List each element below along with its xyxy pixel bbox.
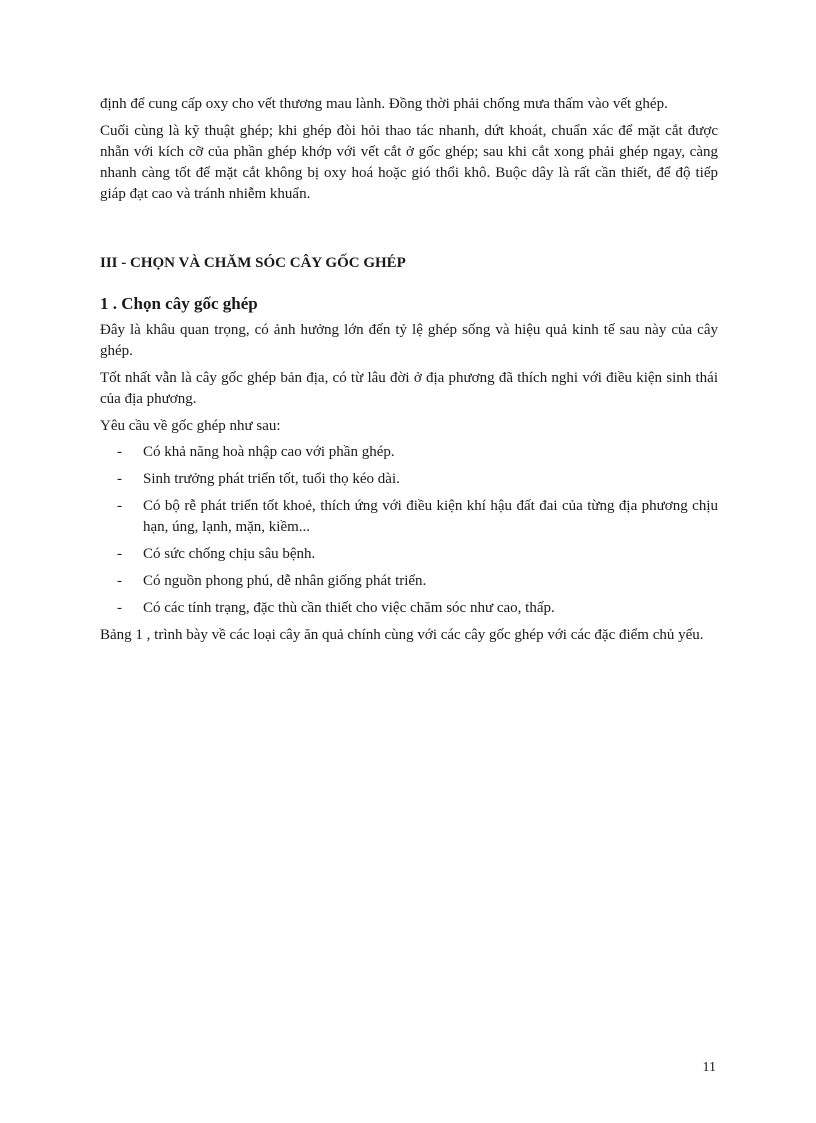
list-item-text: Sinh trưởng phát triển tốt, tuổi thọ kéo dài.: [143, 471, 400, 487]
list-item-text: Có bộ rễ phát triển tốt khoẻ, thích ứng với điều kiện khí hậu đất đai của từng địa phương chịu hạn, úng, lạnh, mặn, kiềm...: [143, 498, 718, 535]
list-item: [100, 544, 718, 565]
requirements-list: [100, 442, 718, 619]
list-dash: -: [117, 471, 122, 487]
page-number: 11: [702, 1060, 716, 1075]
list-item-text: Có khả năng hoà nhập cao với phần ghép.: [143, 444, 395, 460]
intro-paragraph-1: định để cung cấp oxy cho vết thương mau lành. Đồng thời phải chống mưa thấm vào vết ghép.: [100, 96, 668, 112]
list-item-text: Có sức chống chịu sâu bệnh.: [143, 546, 316, 562]
list-item: [100, 442, 718, 463]
body-paragraph-3: Yêu cầu về gốc ghép như sau:: [100, 418, 281, 434]
list-dash: -: [117, 573, 122, 589]
body-paragraph-1: Đây là khâu quan trọng, có ảnh hưởng lớn đến tỷ lệ ghép sống và hiệu quả kinh tế sau này của cây ghép.: [100, 322, 718, 359]
section-heading: III - CHỌN VÀ CHĂM SÓC CÂY GỐC GHÉP: [100, 255, 406, 271]
list-dash: -: [117, 444, 122, 460]
document-page: [100, 94, 718, 646]
body-paragraph-2: Tốt nhất vẫn là cây gốc ghép bản địa, có từ lâu đời ở địa phương đã thích nghi với điều kiện sinh thái của địa phương.: [100, 370, 718, 407]
list-item-text: Có các tính trạng, đặc thù cần thiết cho việc chăm sóc như cao, thấp.: [143, 600, 555, 616]
list-item: [100, 496, 718, 538]
list-dash: -: [117, 600, 122, 616]
intro-paragraph-2: Cuối cùng là kỹ thuật ghép; khi ghép đòi hỏi thao tác nhanh, dứt khoát, chuẩn xác để mặt cắt được nhẵn với kích cỡ của phần ghép khớp với vết cắt ở gốc ghép; sau khi cắt xong phải ghép ngay, càng nhanh càng tốt để mặt cắt không bị oxy hoá hoặc gió thổi khô. Buộc dây là rất cần thiết, để độ tiếp giáp đạt cao và tránh nhiễm khuẩn.: [100, 123, 718, 202]
subsection-heading: 1 . Chọn cây gốc ghép: [100, 294, 258, 313]
closing-paragraph: Bảng 1 , trình bày về các loại cây ăn quả chính cùng với các cây gốc ghép với các đặc điểm chủ yếu.: [100, 627, 704, 643]
list-item: [100, 571, 718, 592]
list-item: [100, 469, 718, 490]
list-item: [100, 598, 718, 619]
list-dash: -: [117, 498, 122, 514]
list-item-text: Có nguồn phong phú, dễ nhân giống phát triển.: [143, 573, 427, 589]
list-dash: -: [117, 546, 122, 562]
